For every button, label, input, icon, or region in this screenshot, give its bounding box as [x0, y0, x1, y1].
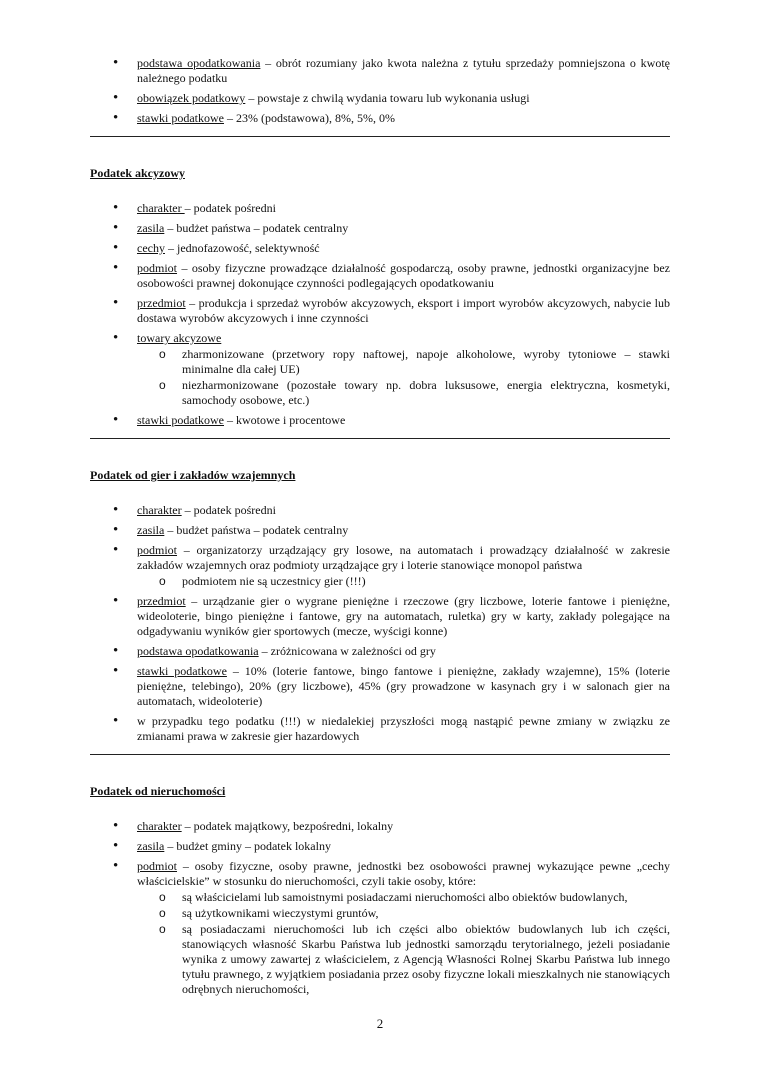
sub-list — [137, 347, 670, 408]
nieruchomosci-list — [90, 819, 670, 997]
item-text: – podatek majątkowy, bezpośredni, lokalny — [181, 819, 394, 833]
sub-list-item — [137, 378, 670, 408]
sub-item-text: zharmonizowane (przetwory ropy naftowej, napoje alkoholowe, wyroby tytoniowe – stawki minimalne dla całej UE) — [182, 347, 670, 376]
bullet-icon: • — [113, 593, 119, 609]
sub-list — [137, 890, 670, 997]
item-text: – obrót rozumiany jako kwota należna z tytułu sprzedaży pomniejszona o kwotę należnego podatku — [137, 56, 670, 85]
list-item — [90, 296, 670, 326]
item-term: zasila — [137, 221, 165, 235]
section-title-nieruchomosci: Podatek od nieruchomości — [90, 784, 226, 798]
item-term: przedmiot — [137, 296, 186, 310]
list-item — [90, 331, 670, 408]
bullet-icon: • — [113, 412, 119, 428]
section-title-akcyzowy: Podatek akcyzowy — [90, 166, 185, 180]
list-item — [90, 413, 670, 428]
list-item — [90, 111, 670, 126]
bullet-icon: • — [113, 643, 119, 659]
bullet-icon: • — [113, 330, 119, 346]
bullet-icon: • — [113, 55, 119, 71]
item-text: – osoby fizyczne, osoby prawne, jednostki bez osobowości prawnej wykazujące pewne „cechy właścicielskie” w stosunku do nieruchomości, czyli takie osoby, które: — [137, 859, 670, 888]
section-divider — [90, 438, 670, 439]
bullet-icon: • — [113, 240, 119, 256]
list-item — [90, 664, 670, 709]
list-item — [90, 503, 670, 518]
sub-item-text: niezharmonizowane (pozostałe towary np. dobra luksusowe, energia elektryczna, kosmetyki, samochody osobowe, etc.) — [182, 378, 670, 407]
akcyzowy-list — [90, 201, 670, 428]
circle-bullet-icon: o — [159, 906, 166, 920]
circle-bullet-icon: o — [159, 922, 166, 936]
item-term: stawki podatkowe — [137, 413, 224, 427]
item-term: zasila — [137, 523, 165, 537]
bullet-icon: • — [113, 818, 119, 834]
item-term: podmiot — [137, 859, 178, 873]
item-term: stawki podatkowe — [137, 111, 224, 125]
item-text: – produkcja i sprzedaż wyrobów akcyzowych, eksport i import wyrobów akcyzowych, nabycie lub dostawa wyrobów akcyzowych i inne czynności — [137, 296, 670, 325]
list-item — [90, 523, 670, 538]
item-text: – budżet gminy – podatek lokalny — [164, 839, 331, 853]
sub-list-item — [137, 890, 670, 905]
bullet-icon: • — [113, 522, 119, 538]
circle-bullet-icon: o — [159, 378, 166, 392]
item-text: – zróżnicowana w zależności od gry — [258, 644, 436, 658]
list-item — [90, 594, 670, 639]
sub-item-text: są posiadaczami nieruchomości lub ich części albo obiektów budowlanych lub ich części, stanowiących własność Skarbu Państwa lub jednostki samorządu terytorialnego, jeżeli posiadanie wynika z umowy zawartej z właścicielem, z Agencją Własności Rolnej Skarbu Państwa lub innego tytułu prawnego, z wyjątkiem posiadania przez osoby fizyczne lokali mieszkalnych nie stanowiących odrębnych nieruchomości, — [182, 922, 670, 996]
bullet-icon: • — [113, 838, 119, 854]
list-item — [90, 201, 670, 216]
item-term: towary akcyzowe — [137, 331, 222, 345]
item-text: – kwotowe i procentowe — [223, 413, 346, 427]
circle-bullet-icon: o — [159, 890, 166, 904]
page-content — [90, 56, 670, 1002]
item-text: – 10% (loterie fantowe, bingo fantowe i pieniężne, zakłady wzajemne), 15% (loterie pieniężne, telebingo), 20% (gry liczbowe), 45% (gry prowadzone w kasynach gry i w salonach gier na automatach, wideoloterie) — [137, 664, 671, 708]
list-item — [90, 839, 670, 854]
item-term: podmiot — [137, 261, 178, 275]
item-text: – jednofazowość, selektywność — [164, 241, 320, 255]
list-item — [90, 261, 670, 291]
item-term: charakter — [137, 503, 182, 517]
item-term: podstawa opodatkowania — [137, 644, 259, 658]
bullet-icon: • — [113, 502, 119, 518]
bullet-icon: • — [113, 713, 119, 729]
item-text: – podatek pośredni — [181, 503, 276, 517]
item-term: charakter — [137, 201, 185, 215]
item-text: – budżet państwa – podatek centralny — [164, 523, 349, 537]
sub-list-item — [137, 574, 670, 589]
sub-item-text: są właścicielami lub samoistnymi posiadaczami nieruchomości albo obiektów budowlanych, — [182, 890, 628, 904]
list-item — [90, 644, 670, 659]
item-term: stawki podatkowe — [137, 664, 227, 678]
bullet-icon: • — [113, 295, 119, 311]
section-divider — [90, 136, 670, 137]
sub-list — [137, 574, 670, 589]
page-number: 2 — [376, 1016, 384, 1031]
list-item — [90, 241, 670, 256]
circle-bullet-icon: o — [159, 347, 166, 361]
bullet-icon: • — [113, 858, 119, 874]
bullet-icon: • — [113, 220, 119, 236]
section-title-gry: Podatek od gier i zakładów wzajemnych — [90, 468, 296, 482]
list-item — [90, 221, 670, 236]
item-term: charakter — [137, 819, 182, 833]
item-text: w przypadku tego podatku (!!!) w niedalekiej przyszłości mogą nastąpić pewne zmiany w związku ze zmianami prawa w zakresie gier hazardowych — [137, 714, 670, 743]
bullet-icon: • — [113, 663, 119, 679]
list-item — [90, 819, 670, 834]
item-term: obowiązek podatkowy — [137, 91, 246, 105]
sub-item-text: podmiotem nie są uczestnicy gier (!!!) — [182, 574, 366, 588]
gry-list — [90, 503, 670, 744]
item-text: – osoby fizyczne prowadzące działalność gospodarczą, osoby prawne, jednostki organizacyjne bez osobowości prawnej dokonujące czynności podlegających opodatkowaniu — [137, 261, 670, 290]
item-term: podstawa opodatkowania — [137, 56, 261, 70]
section-divider — [90, 754, 670, 755]
list-item — [90, 543, 670, 589]
item-term: przedmiot — [137, 594, 186, 608]
bullet-icon: • — [113, 200, 119, 216]
item-term: podmiot — [137, 543, 178, 557]
item-text: – 23% (podstawowa), 8%, 5%, 0% — [223, 111, 395, 125]
sub-list-item — [137, 347, 670, 377]
sub-list-item — [137, 922, 670, 997]
list-item — [90, 91, 670, 106]
circle-bullet-icon: o — [159, 574, 166, 588]
item-text: – organizatorzy urządzający gry losowe, na automatach i prowadzący działalność w zakresie zakładów wzajemnych oraz podmioty urządzające gry i loterie stanowiące monopol państwa — [137, 543, 670, 572]
item-text: – urządzanie gier o wygrane pieniężne i rzeczowe (gry liczbowe, loterie fantowe i pieniężne, wideoloterie, bingo pieniężne i fantowe, gry na automatach, ruletka) gry w karty, zakłady polegające na odgadywaniu wyników gier sportowych (mecze, wyścigi konne) — [137, 594, 670, 638]
item-text: – powstaje z chwilą wydania towaru lub wykonania usługi — [245, 91, 530, 105]
bullet-icon: • — [113, 260, 119, 276]
item-text: – podatek pośredni — [184, 201, 276, 215]
sub-item-text: są użytkownikami wieczystymi gruntów, — [182, 906, 379, 920]
list-item — [90, 859, 670, 997]
item-term: cechy — [137, 241, 165, 255]
bullet-icon: • — [113, 90, 119, 106]
item-term: zasila — [137, 839, 165, 853]
bullet-icon: • — [113, 542, 119, 558]
bullet-icon: • — [113, 110, 119, 126]
list-item — [90, 56, 670, 86]
item-text: – budżet państwa – podatek centralny — [164, 221, 349, 235]
intro-list — [90, 56, 670, 126]
list-item — [90, 714, 670, 744]
sub-list-item — [137, 906, 670, 921]
